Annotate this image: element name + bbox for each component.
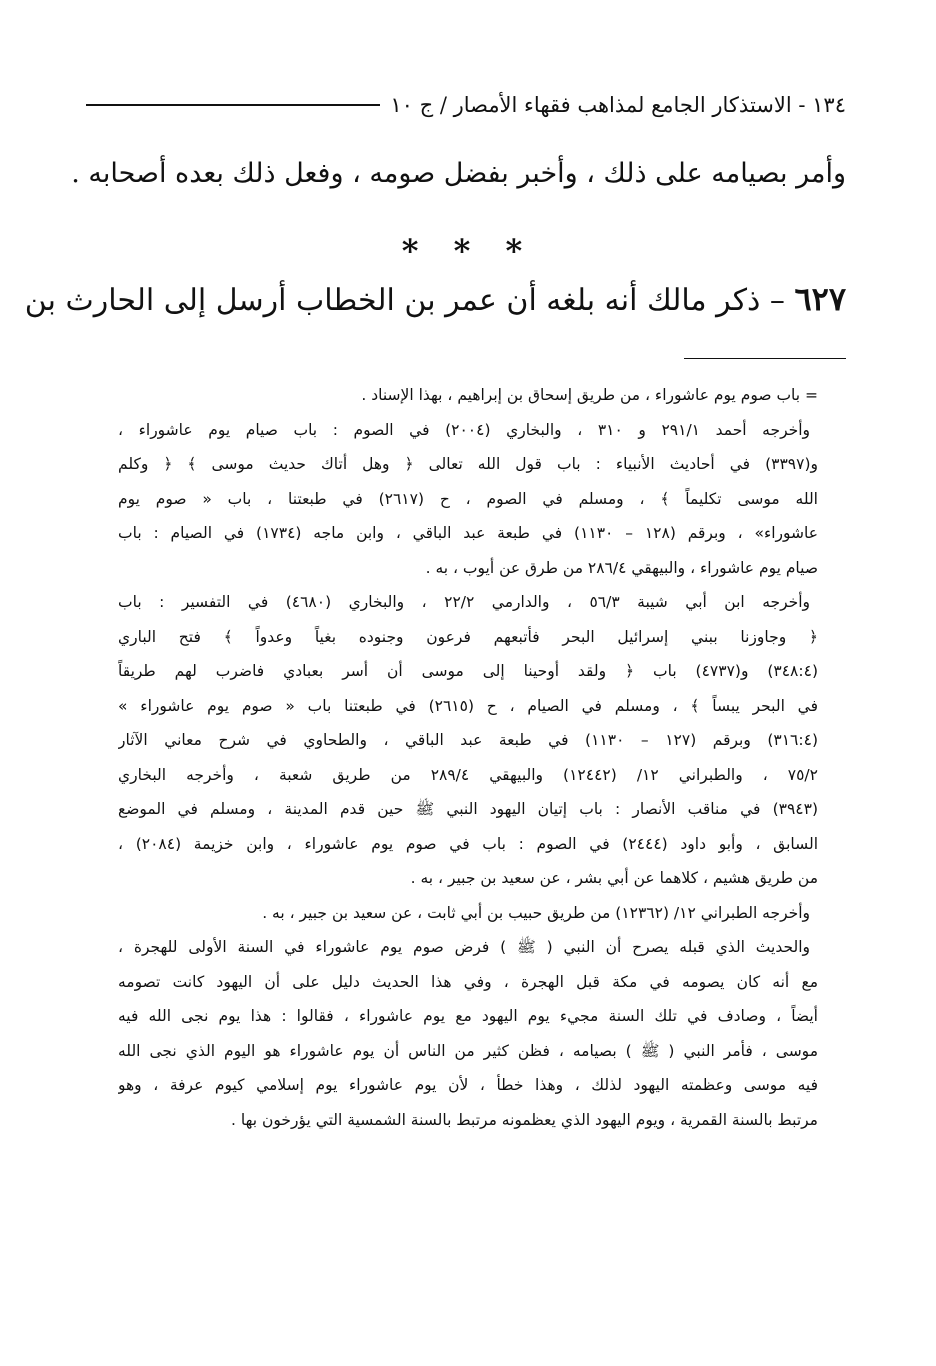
footnote-line: الله موسى تكليماً ﴾ ، ومسلم في الصوم ، ح (٢٦١٧) في طبعتنا ، باب « صوم يوم [118, 489, 818, 508]
footnote-line: صيام يوم عاشوراء ، والبيهقي ٢٨٦/٤ من طرق عن أيوب ، به . [425, 558, 818, 577]
footnote-line: مع أنه كان يصومه في مكة قبل الهجرة ، وفي هذا الحديث دليل على أن اليهود كانت تصومه [118, 972, 818, 991]
footnote-line: من طريق هشيم ، كلاهما عن أبي بشر ، عن سعيد بن جبير ، به . [410, 869, 818, 887]
hadith-number: ٦٢٧ [794, 280, 846, 318]
hadith-text: – ذكر مالك أنه بلغه أن عمر بن الخطاب أرسل إلى الحارث بن [24, 283, 785, 318]
footnote-line: (٣٤٨:٤) و(٤٧٣٧) باب ﴿ ولقد أوحينا إلى موسى أن أسر بعبادي فاضرب لهم طريقاً [118, 662, 818, 680]
footnote-line: موسى ، فأمر النبي ( ﷺ ) بصيامه ، فظن كثير من الناس أن يوم عاشوراء هو اليوم الذي نجى الله [118, 1041, 818, 1060]
footnote-line: السابق ، وأبو داود (٢٤٤٤) في الصوم : باب في صوم يوم عاشوراء ، وابن خزيمة (٢٠٨٤) ، [118, 834, 818, 853]
footnote-rule [684, 358, 846, 359]
footnote-line: = باب صوم يوم عاشوراء ، من طريق إسحاق بن إبراهيم ، بهذا الإسناد . [361, 386, 818, 404]
footnotes [118, 378, 818, 1137]
main-text-line-1: وأمر بصيامه على ذلك ، وأخبر بفضل صومه ، وفعل ذلك بعده أصحابه . [71, 158, 846, 189]
header-rule [86, 104, 380, 106]
footnote-line: (٣١٦:٤) وبرقم (١٢٧ – ١١٣٠) في طبعة عبد الباقي ، والطحاوي في شرح معاني الآثار [118, 731, 818, 749]
section-separator: * * * [401, 232, 535, 270]
footnote-line: و(٣٣٩٧) في أحاديث الأنبياء : باب قول الله تعالى ﴿ وهل أتاك حديث موسى ﴾ ﴿ وكلم [118, 455, 818, 473]
footnote-line: والحديث الذي قبله يصرح أن النبي ( ﷺ ) فرض صوم يوم عاشوراء في السنة الأولى للهجرة ، [118, 938, 810, 956]
footnote-line: ٧٥/٢ ، والطبراني ١٢/ (١٢٤٤٢) والبيهقي ٢٨٩/٤ من طريق شعبة ، وأخرجه البخاري [118, 765, 818, 784]
footnote-line: في البحر يبساً ﴾ ، ومسلم في الصيام ، ح (٢٦١٥) في طبعتنا باب « صوم يوم عاشوراء » [118, 696, 818, 715]
header-title: ١٣٤ - الاستذكار الجامع لمذاهب فقهاء الأمصار / ج ١٠ [390, 93, 846, 117]
footnote-line: (٣٩٤٣) في مناقب الأنصار : باب إتيان اليهود النبي ﷺ حين قدم المدينة ، ومسلم في الموضع [118, 800, 818, 818]
footnote-line: وأخرجه أحمد ٢٩١/١ و ٣١٠ ، والبخاري (٢٠٠٤) في الصوم : باب صيام يوم عاشوراء ، [118, 420, 810, 439]
footnote-line: فيه موسى وعظمته اليهود لذلك ، وهذا خطأ ، لأن يوم عاشوراء يوم إسلامي كيوم عرفة ، وهو [118, 1076, 818, 1094]
footnote-line: وأخرجه ابن أبي شيبة ٥٦/٣ ، والدارمي ٢٢/٢ ، والبخاري (٤٦٨٠) في التفسير : باب [118, 593, 811, 611]
footnote-line: عاشوراء» ، وبرقم (١٢٨ – ١١٣٠) في طبعة عبد الباقي ، وابن ماجه (١٧٣٤) في الصيام : باب [118, 524, 818, 542]
main-text-line-2 [24, 280, 846, 318]
footnote-line: وأخرجه الطبراني ١٢/ (١٢٣٦٢) من طريق حبيب بن أبي ثابت ، عن سعيد بن جبير ، به . [262, 903, 810, 922]
footnote-line: مرتبط بالسنة القمرية ، ويوم اليهود الذي يعظمونه مرتبط بالسنة الشمسية التي يؤرخون بها . [231, 1110, 818, 1129]
footnote-line: أيضاً ، وصادف في تلك السنة مجيء يوم اليهود مع يوم عاشوراء ، فقالوا : هذا يوم نجى الله فيه [118, 1007, 818, 1025]
footnote-line: ﴿ وجاوزنا ببني إسرائيل البحر فأتبعهم فرعون وجنوده بغياً وعدواً ﴾ فتح الباري [118, 627, 818, 646]
running-header [86, 88, 846, 122]
